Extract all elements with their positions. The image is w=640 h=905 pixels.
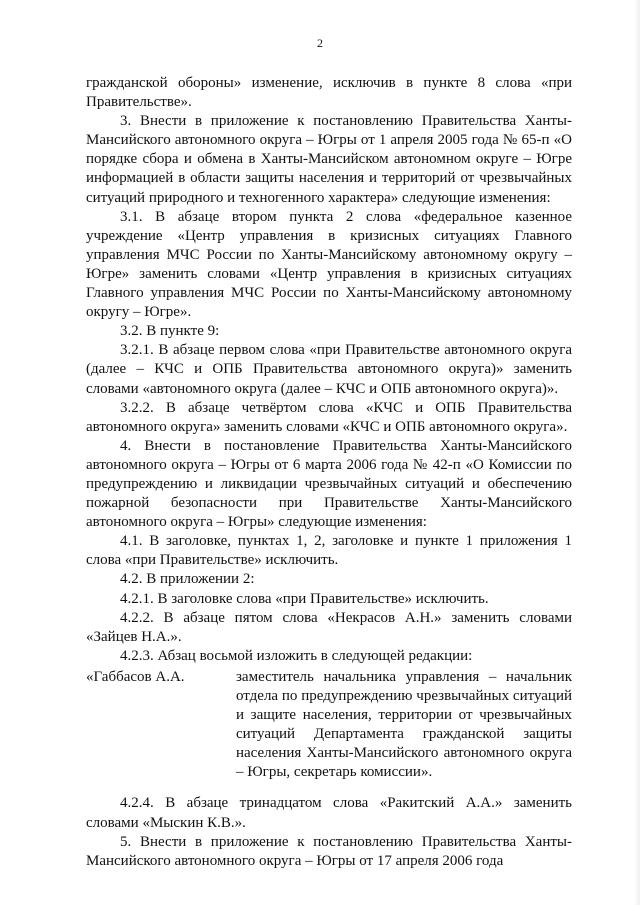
document-body bbox=[86, 74, 572, 871]
page-edge-shadow bbox=[634, 0, 640, 905]
member-name: «Габбасов А.А. bbox=[86, 668, 185, 685]
paragraph-item-3-2: 3.2. В пункте 9: bbox=[120, 323, 220, 340]
paragraph-item-4-2-2: 4.2.2. В абзаце пятом слова «Некрасов А.Н.» заменить словами «Зайцев Н.А.». bbox=[86, 609, 572, 645]
paragraph-item-3-2-1: 3.2.1. В абзаце первом слова «при Правительстве автономного округа (далее – КЧС и ОПБ Правительства автономного округа)» заменить словами «автономного округа (далее – КЧС и ОПБ автономного округа)». bbox=[86, 342, 572, 397]
paragraph-item-4-2: 4.2. В приложении 2: bbox=[120, 571, 255, 588]
paragraph-item-5: 5. Внести в приложение к постановлению Правительства Ханты-Мансийского автономного округа – Югры от 17 апреля 2006 года bbox=[86, 833, 572, 869]
paragraph-item-4-2-1: 4.2.1. В заголовке слова «при Правительстве» исключить. bbox=[120, 590, 489, 607]
paragraph-item-4-2-3: 4.2.3. Абзац восьмой изложить в следующей редакции: bbox=[120, 647, 473, 664]
commission-member-entry bbox=[86, 668, 572, 783]
paragraph-item-4: 4. Внести в постановление Правительства Ханты-Мансийского автономного округа – Югры от 6 марта 2006 года № 42-п «О Комиссии по предупреждению и ликвидации чрезвычайных ситуаций и обеспечению пожарной безопасности при Правительстве Ханты-Мансийского автономного округа – Югры» следующие изменения: bbox=[86, 437, 572, 531]
paragraph-item-3-1: 3.1. В абзаце втором пункта 2 слова «федеральное казенное учреждение «Центр управления в кризисных ситуациях Главного управления МЧС России по Ханты-Мансийскому автономному округу – Югре» заменить словами «Центр управления в кризисных ситуациях Главного управления МЧС России по Ханты-Мансийскому автономному округу – Югре». bbox=[86, 208, 572, 321]
paragraph-item-4-1: 4.1. В заголовке, пунктах 1, 2, заголовке и пункте 1 приложения 1 слова «при Правительстве» исключить. bbox=[86, 533, 572, 569]
paragraph-item-4-2-4: 4.2.4. В абзаце тринадцатом слова «Ракитский А.А.» заменить словами «Мыскин К.В.». bbox=[86, 795, 572, 831]
paragraph-item-3: 3. Внести в приложение к постановлению Правительства Ханты-Мансийского автономного округа – Югры от 1 апреля 2005 года № 65-п «О порядке сбора и обмена в Ханты-Мансийском автономном округе – Югре информацией в области защиты населения и территорий от чрезвычайных ситуаций природного и техногенного характера» следующие изменения: bbox=[86, 113, 572, 206]
page-number: 2 bbox=[317, 36, 323, 50]
paragraph-1: гражданской обороны» изменение, исключив в пункте 8 слова «при Правительстве». bbox=[86, 75, 572, 111]
member-position: заместитель начальника управления – начальник отдела по предупреждению чрезвычайных ситуаций и защите населения, территории от чрезвычайных ситуаций Департамента гражданской защиты населения Ханты-Мансийского автономного округа – Югры, секретарь комиссии». bbox=[236, 668, 572, 781]
paragraph-item-3-2-2: 3.2.2. В абзаце четвёртом слова «КЧС и ОПБ Правительства автономного округа» заменить словами «КЧС и ОПБ автономного округа». bbox=[86, 399, 572, 435]
